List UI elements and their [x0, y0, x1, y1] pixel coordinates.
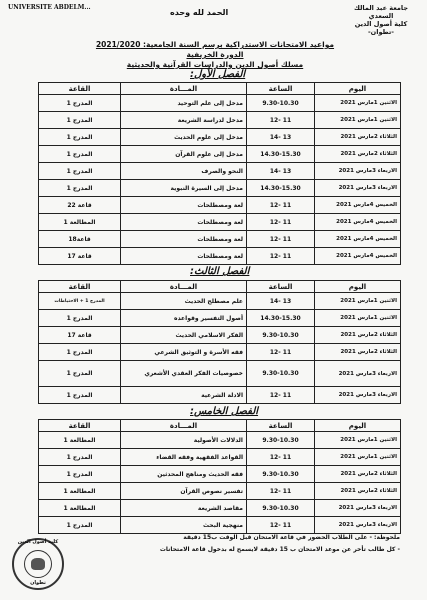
table-row: [39, 129, 401, 146]
cell-day: الخميس 4مارس 2021: [315, 231, 401, 248]
cell-time: 9.30-10.30: [247, 327, 315, 344]
title-line: مسلك أصول الدين والدراسات القرآنية والحديثية: [126, 60, 304, 69]
cell-day: الاثنين 1مارس 2021: [315, 95, 401, 112]
cell-subject: لغة ومصطلحات: [121, 248, 247, 265]
column-header-subject: المـــادة: [121, 83, 247, 95]
table-header-row: [39, 83, 401, 95]
title-line: الدورة الخريفية: [186, 50, 244, 59]
cell-day: الثلاثاء 2مارس 2021: [315, 146, 401, 163]
cell-day: الاربعاء 3مارس 2021: [315, 517, 401, 534]
cell-room: المدرج 1: [39, 361, 121, 387]
cell-day: الثلاثاء 2مارس 2021: [315, 483, 401, 500]
cell-day: الخميس 4مارس 2021: [315, 214, 401, 231]
cell-subject: خصوصيات الفكر العقدي الأشعري: [121, 361, 247, 387]
cell-subject: منهجية البحث: [121, 517, 247, 534]
cell-day: الخميس 4مارس 2021: [315, 197, 401, 214]
cell-day: الاربعاء 3مارس 2021: [315, 163, 401, 180]
cell-time: 11 -12: [247, 483, 315, 500]
cell-room: المدرج 1: [39, 180, 121, 197]
cell-day: الثلاثاء 2مارس 2021: [315, 327, 401, 344]
cell-room: قاعة18: [39, 231, 121, 248]
cell-subject: مدخل إلى علوم القرآن: [121, 146, 247, 163]
cell-day: الثلاثاء 2مارس 2021: [315, 129, 401, 146]
cell-room: المدرج 1 + الاحتياطات: [39, 293, 121, 310]
seal-emblem-icon: [24, 550, 52, 578]
cell-day: الاثنين 1مارس 2021: [315, 310, 401, 327]
cell-day: الاربعاء 3مارس 2021: [315, 361, 401, 387]
table-row: [39, 449, 401, 466]
table-row: [39, 466, 401, 483]
cell-subject: القواعد الفقهية وفقه القضاء: [121, 449, 247, 466]
semester-title: الفصل الثالث:: [190, 266, 250, 277]
table-row: [39, 344, 401, 361]
cell-day: الثلاثاء 2مارس 2021: [315, 344, 401, 361]
cell-room: المدرج 1: [39, 310, 121, 327]
cell-time: 11 -12: [247, 387, 315, 404]
cell-room: المطالعة 1: [39, 432, 121, 449]
cell-room: المدرج 1: [39, 163, 121, 180]
institution-seal: [12, 538, 64, 590]
cell-time: 9.30-10.30: [247, 361, 315, 387]
table-row: [39, 310, 401, 327]
institution-line: كلية أصول الدين: [354, 20, 408, 28]
table-row: [39, 387, 401, 404]
cell-time: 13 -14: [247, 293, 315, 310]
table-row: [39, 95, 401, 112]
column-header-room: القاعة: [39, 420, 121, 432]
cell-time: 14.30-15.30: [247, 310, 315, 327]
cell-room: المدرج 1: [39, 344, 121, 361]
table-row: [39, 163, 401, 180]
cell-time: 11 -12: [247, 449, 315, 466]
cell-day: الخميس 4مارس 2021: [315, 248, 401, 265]
table-row: [39, 112, 401, 129]
cell-time: 13 -14: [247, 163, 315, 180]
table-row: [39, 483, 401, 500]
basmala: الحمد لله وحده: [170, 8, 229, 17]
cell-room: المطالعة 1: [39, 500, 121, 517]
cell-time: 9.30-10.30: [247, 432, 315, 449]
cell-room: المطالعة 1: [39, 214, 121, 231]
cell-time: 13 -14: [247, 129, 315, 146]
cell-time: 9.30-10.30: [247, 466, 315, 483]
cell-day: الثلاثاء 2مارس 2021: [315, 466, 401, 483]
cell-day: الاثنين 1مارس 2021: [315, 112, 401, 129]
cell-room: المدرج 1: [39, 129, 121, 146]
notes-line: - كل طالب تأخر عن موعد الامتحان ب 15 دقيقة لايسمح له بدخول قاعة الامتحانات: [159, 546, 400, 553]
table-header-row: [39, 420, 401, 432]
schedule-table: [38, 82, 401, 265]
cell-day: الاربعاء 3مارس 2021: [315, 180, 401, 197]
table-row: [39, 500, 401, 517]
cell-room: قاعة 22: [39, 197, 121, 214]
table-row: [39, 293, 401, 310]
document-title: [30, 40, 400, 70]
cell-time: 11 -12: [247, 231, 315, 248]
column-header-day: اليوم: [315, 281, 401, 293]
column-header-subject: المـــادة: [121, 420, 247, 432]
cell-subject: النحو والصرف: [121, 163, 247, 180]
column-header-room: القاعة: [39, 83, 121, 95]
cell-subject: الدلالات الأصولية: [121, 432, 247, 449]
schedule-table: [38, 419, 401, 534]
table-row: [39, 180, 401, 197]
cell-day: الاربعاء 3مارس 2021: [315, 500, 401, 517]
cell-subject: علم مصطلح الحديث: [121, 293, 247, 310]
cell-time: 11 -12: [247, 517, 315, 534]
table-row: [39, 517, 401, 534]
table-header-row: [39, 281, 401, 293]
column-header-day: اليوم: [315, 420, 401, 432]
column-header-day: اليوم: [315, 83, 401, 95]
table-row: [39, 432, 401, 449]
cell-subject: لغة ومصطلحات: [121, 231, 247, 248]
table-row: [39, 327, 401, 344]
notes: [40, 532, 400, 556]
semester-title: الفصل الأول:: [190, 69, 246, 80]
cell-subject: مدخل لدراسة الشريعة: [121, 112, 247, 129]
cell-time: 14.30-15.30: [247, 146, 315, 163]
cell-day: الاثنين 1مارس 2021: [315, 449, 401, 466]
cell-subject: تفسير نصوص القرآن: [121, 483, 247, 500]
cell-subject: مدخل إلى علم التوحيد: [121, 95, 247, 112]
institution-block: [341, 4, 421, 36]
table-row: [39, 231, 401, 248]
column-header-time: الساعة: [247, 83, 315, 95]
cell-room: المدرج 1: [39, 112, 121, 129]
cell-time: 11 -12: [247, 112, 315, 129]
column-header-room: القاعة: [39, 281, 121, 293]
cell-room: المدرج 1: [39, 466, 121, 483]
seal-bottom-text: تطوان: [30, 580, 46, 586]
cell-subject: لغة ومصطلحات: [121, 197, 247, 214]
cell-room: المدرج 1: [39, 517, 121, 534]
cell-room: قاعة 17: [39, 248, 121, 265]
schedule-table: [38, 280, 401, 404]
cell-room: المطالعة 1: [39, 483, 121, 500]
cell-subject: فقه الأسرة و التوثيق الشرعي: [121, 344, 247, 361]
cell-room: المدرج 1: [39, 146, 121, 163]
institution-line: -تطوان-: [367, 28, 395, 36]
university-header: UNIVERSITE ABDELM...: [8, 4, 91, 11]
cell-time: 14.30-15.30: [247, 180, 315, 197]
cell-subject: مقاصد الشريعة: [121, 500, 247, 517]
notes-line: ملحوظة: - على الطلاب الحضور في قاعة الامتحان قبل الوقت ب15 دقيقة: [183, 534, 400, 541]
cell-time: 9.30-10.30: [247, 95, 315, 112]
cell-time: 11 -12: [247, 214, 315, 231]
table-row: [39, 146, 401, 163]
column-header-time: الساعة: [247, 281, 315, 293]
title-line: مواعيد الامتحانات الاستدراكية برسم السنة الجامعية: 2021/2020: [95, 40, 335, 49]
cell-day: الاثنين 1مارس 2021: [315, 293, 401, 310]
cell-time: 11 -12: [247, 197, 315, 214]
cell-time: 11 -12: [247, 248, 315, 265]
cell-subject: مدخل إلى علوم الحديث: [121, 129, 247, 146]
cell-subject: الفكر الاسلامي الحديث: [121, 327, 247, 344]
cell-day: الاثنين 1مارس 2021: [315, 432, 401, 449]
cell-time: 9.30-10.30: [247, 500, 315, 517]
cell-room: المدرج 1: [39, 449, 121, 466]
table-row: [39, 214, 401, 231]
semester-title: الفصل الخامس:: [190, 406, 259, 417]
cell-day: الاربعاء 3مارس 2021: [315, 387, 401, 404]
column-header-subject: المـــادة: [121, 281, 247, 293]
table-row: [39, 248, 401, 265]
cell-subject: أصول التفسير وقواعده: [121, 310, 247, 327]
cell-subject: لغة ومصطلحات: [121, 214, 247, 231]
cell-subject: الادلة الشرعية: [121, 387, 247, 404]
cell-room: المدرج 1: [39, 95, 121, 112]
cell-time: 11 -12: [247, 344, 315, 361]
cell-room: المدرج 1: [39, 387, 121, 404]
notes-label: ملحوظة:: [374, 534, 400, 541]
table-row: [39, 197, 401, 214]
seal-top-text: كلية أصول الدين: [17, 539, 59, 545]
cell-subject: فقه الحديث ومناهج المحدثين: [121, 466, 247, 483]
cell-room: قاعة 17: [39, 327, 121, 344]
institution-line: جامعة عبد المالك السعدي: [353, 4, 409, 20]
column-header-time: الساعة: [247, 420, 315, 432]
table-row: [39, 361, 401, 387]
cell-subject: مدخل إلى السيرة النبوية: [121, 180, 247, 197]
